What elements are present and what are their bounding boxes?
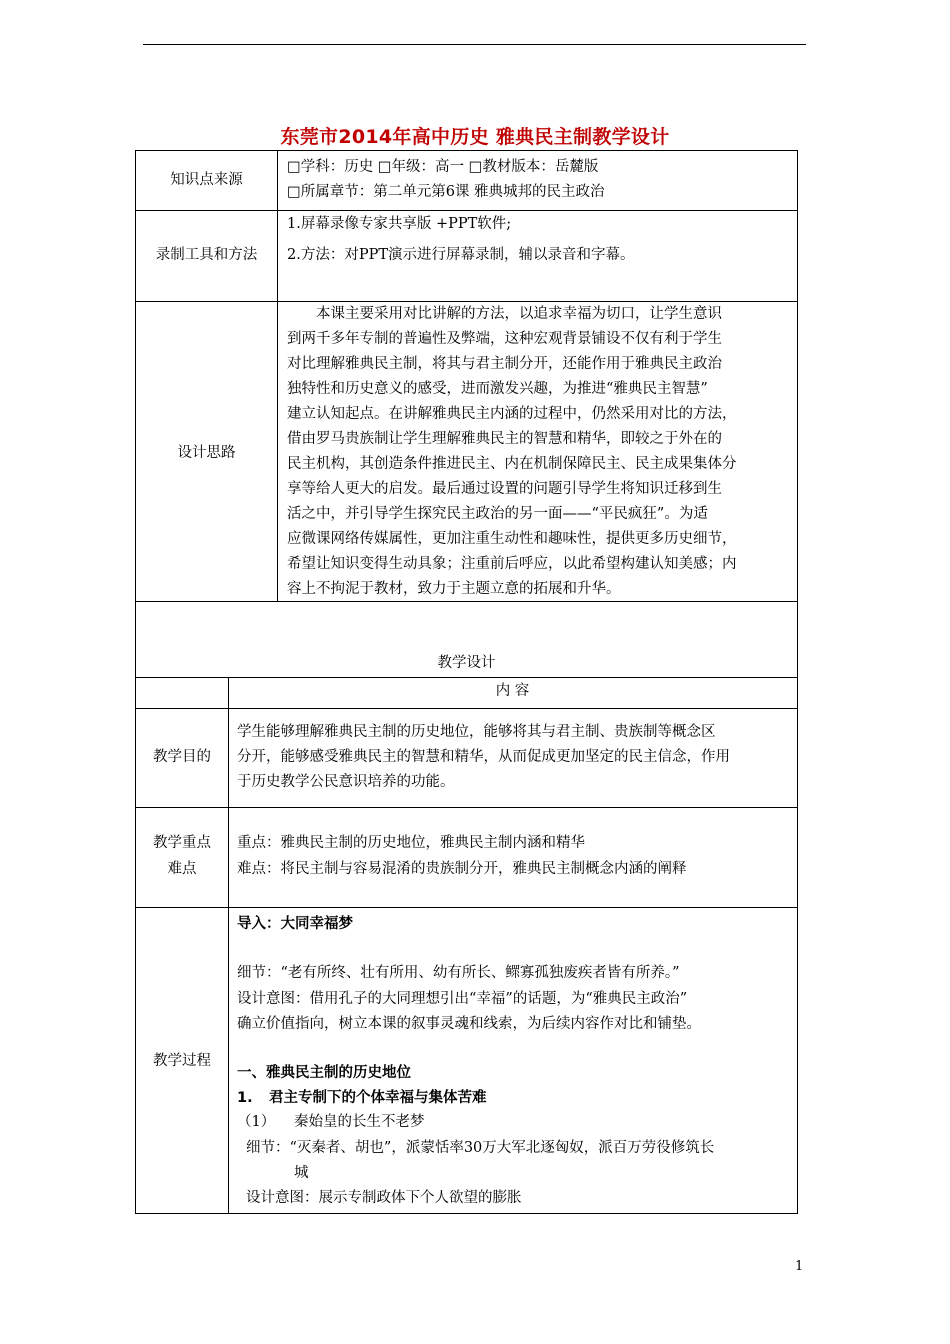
header-rule <box>143 44 806 45</box>
difficult-point: 难点：将民主制与容易混淆的贵族制分开，雅典民主制概念内涵的阐释 <box>237 861 687 877</box>
column-divider <box>277 151 278 601</box>
row-divider <box>136 677 797 678</box>
purpose-label: 教学目的 <box>153 749 211 765</box>
tools-line-1: 1.屏幕录像专家共享版 +PPT软件; <box>287 216 512 232</box>
idea-line: 建立认知起点。在讲解雅典民主内涵的过程中，仍然采用对比的方法， <box>287 406 737 422</box>
row-divider <box>136 708 797 709</box>
source-line-1: □学科：历史 □年级：高一 □教材版本：岳麓版 <box>287 159 599 175</box>
idea-line: 到两千多年专制的普遍性及弊端，这种宏观背景铺设不仅有利于学生 <box>287 331 722 347</box>
key-label-line-1: 教学重点 <box>153 835 211 851</box>
content-header: 内 容 <box>495 683 530 699</box>
idea-line: 享等给人更大的启发。最后通过设置的问题引导学生将知识迁移到生 <box>287 481 722 497</box>
idea-line: 本课主要采用对比讲解的方法，以追求幸福为切口，让学生意识 <box>316 306 722 322</box>
intro-intent-line-2: 确立价值指向，树立本课的叙事灵魂和线索，为后续内容作对比和铺垫。 <box>237 1016 701 1032</box>
idea-label: 设计思路 <box>177 445 236 461</box>
purpose-line: 分开，能够感受雅典民主的智慧和精华，从而促成更加坚定的民主信念，作用 <box>237 749 730 765</box>
purpose-line: 学生能够理解雅典民主制的历史地位，能够将其与君主制、贵族制等概念区 <box>237 724 716 740</box>
intro-detail: 细节：“老有所终、壮有所用、幼有所长、鳏寡孤独废疾者皆有所养。” <box>237 965 680 981</box>
key-point: 重点：雅典民主制的历史地位，雅典民主制内涵和精华 <box>237 835 585 851</box>
subsection-1-heading: 君主专制下的个体幸福与集体苦难 <box>269 1090 487 1106</box>
purpose-paragraph <box>237 720 730 795</box>
idea-line: 应微课网络传媒属性，更加注重生动性和趣味性，提供更多历史细节， <box>287 531 737 547</box>
document-title: 东莞市2014年高中历史 雅典民主制教学设计 <box>280 126 670 148</box>
subsection-1-number: 1. <box>237 1090 253 1106</box>
intro-heading: 导入：大同幸福梦 <box>237 916 353 932</box>
purpose-line: 于历史教学公民意识培养的功能。 <box>237 774 455 790</box>
idea-line: 对比理解雅典民主制，将其与君主制分开，还能作用于雅典民主政治 <box>287 356 722 372</box>
idea-line: 借由罗马贵族制让学生理解雅典民主的智慧和精华，即较之于外在的 <box>287 431 722 447</box>
idea-line: 容上不拘泥于教材，致力于主题立意的拓展和升华。 <box>287 581 621 597</box>
process-label: 教学过程 <box>153 1053 211 1069</box>
page-number: 1 <box>795 1259 804 1274</box>
idea-line: 民主机构，其创造条件推进民主、内在机制保障民主、民主成果集体分 <box>287 456 737 472</box>
idea-paragraph <box>287 302 791 602</box>
row-divider <box>136 907 797 908</box>
source-line-2: □所属章节：第二单元第6课 雅典城邦的民主政治 <box>287 184 605 200</box>
item-1-text: 秦始皇的长生不老梦 <box>294 1114 425 1130</box>
tools-line-2: 2.方法：对PPT演示进行屏幕录制，辅以录音和字幕。 <box>287 247 635 263</box>
row-divider <box>136 210 797 211</box>
idea-line: 希望让知识变得生动具象；注重前后呼应，以此希望构建认知美感；内 <box>287 556 737 572</box>
row-divider <box>136 807 797 808</box>
idea-line: 活之中，并引导学生探究民主政治的另一面——“平民疯狂”。为适 <box>287 506 708 522</box>
source-label: 知识点来源 <box>170 172 243 188</box>
lesson-plan-table <box>135 150 798 1214</box>
intro-intent-line-1: 设计意图：借用孔子的大同理想引出“幸福”的话题，为“雅典民主政治” <box>237 991 688 1007</box>
column-divider <box>228 677 229 1213</box>
item-1-detail-line-2: 城 <box>294 1165 309 1181</box>
item-1-intent: 设计意图：展示专制政体下个人欲望的膨胀 <box>246 1190 522 1206</box>
tools-label: 录制工具和方法 <box>155 247 258 263</box>
section-1-heading: 一、雅典民主制的历史地位 <box>237 1065 411 1081</box>
teaching-design-header: 教学设计 <box>437 655 496 671</box>
key-label-line-2: 难点 <box>167 861 197 877</box>
item-1-number: （1） <box>237 1114 276 1130</box>
item-1-detail-line-1: 细节：“灭秦者、胡也”，派蒙恬率30万大军北逐匈奴，派百万劳役修筑长 <box>246 1140 715 1156</box>
idea-line: 独特性和历史意义的感受，进而激发兴趣，为推进“雅典民主智慧” <box>287 381 708 397</box>
